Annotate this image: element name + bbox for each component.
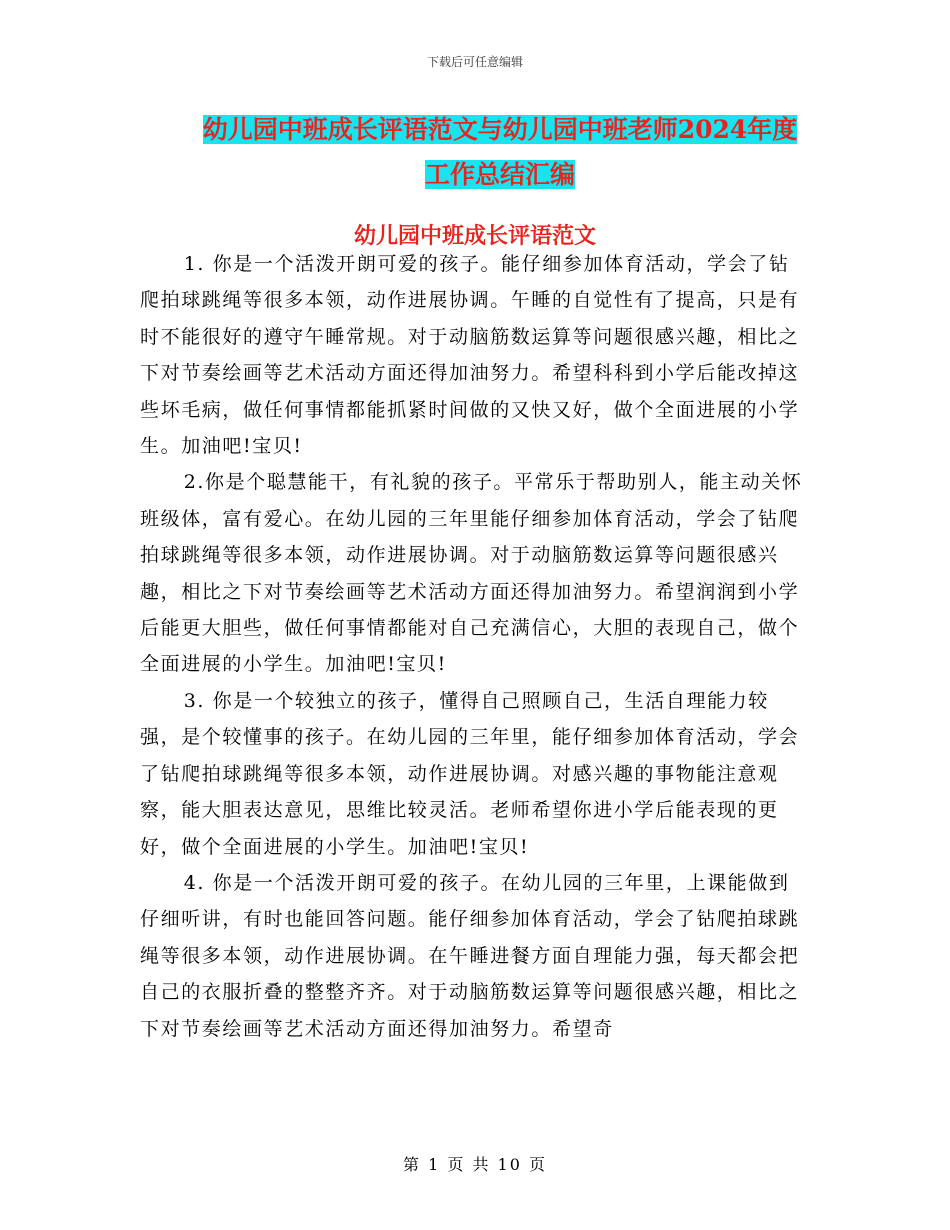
- body-text: [140, 246, 810, 1047]
- paragraph-4: 4. 你是一个活泼开朗可爱的孩子。在幼儿园的三年里，上课能做到仔细听讲，有时也能回答问题。能仔细参加体育活动，学会了钻爬拍球跳绳等很多本领，动作进展协调。在午睡进餐方面自理能力强，每天都会把自己的衣服折叠的整整齐齐。对于动脑筋数运算等问题很感兴趣，相比之下对节奏绘画等艺术活动方面还得加油努力。希望奇: [140, 871, 800, 1040]
- paragraph-3: 3. 你是一个较独立的孩子，懂得自己照顾自己，生活自理能力较强，是个较懂事的孩子。在幼儿园的三年里，能仔细参加体育活动，学会了钻爬拍球跳绳等很多本领，动作进展协调。对感兴趣的事物能注意观察，能大胆表达意见，思维比较灵活。老师希望你进小学后能表现的更好，做个全面进展的小学生。加油吧!宝贝!: [140, 689, 800, 858]
- title-highlight-1: 幼儿园中班成长评语范文与幼儿园中班老师2024年度: [202, 115, 798, 144]
- paragraph-2: 2.你是个聪慧能干，有礼貌的孩子。平常乐于帮助别人，能主动关怀班级体，富有爱心。在幼儿园的三年里能仔细参加体育活动，学会了钻爬拍球跳绳等很多本领，动作进展协调。对于动脑筋数运算等问题很感兴趣，相比之下对节奏绘画等艺术活动方面还得加油努力。希望润润到小学后能更大胆些，做任何事情都能对自己充满信心，大胆的表现自己，做个全面进展的小学生。加油吧!宝贝!: [140, 471, 803, 676]
- header-note: 下载后可任意编辑: [426, 55, 523, 69]
- document-title-line-2: [188, 152, 812, 198]
- document-title-line-1: [150, 107, 850, 153]
- paragraph-1: 1. 你是一个活泼开朗可爱的孩子。能仔细参加体育活动，学会了钻爬拍球跳绳等很多本领，动作进展协调。午睡的自觉性有了提高，只是有时不能很好的遵守午睡常规。对于动脑筋数运算等问题很感兴趣，相比之下对节奏绘画等艺术活动方面还得加油努力。希望科科到小学后能改掉这些坏毛病，做任何事情都能抓紧时间做的又快又好，做个全面进展的小学生。加油吧!宝贝!: [140, 253, 800, 458]
- page-footer: 第 1 页 共 10 页: [403, 1155, 547, 1174]
- section-heading: 幼儿园中班成长评语范文: [353, 223, 596, 249]
- title-highlight-2: 工作总结汇编: [424, 160, 575, 189]
